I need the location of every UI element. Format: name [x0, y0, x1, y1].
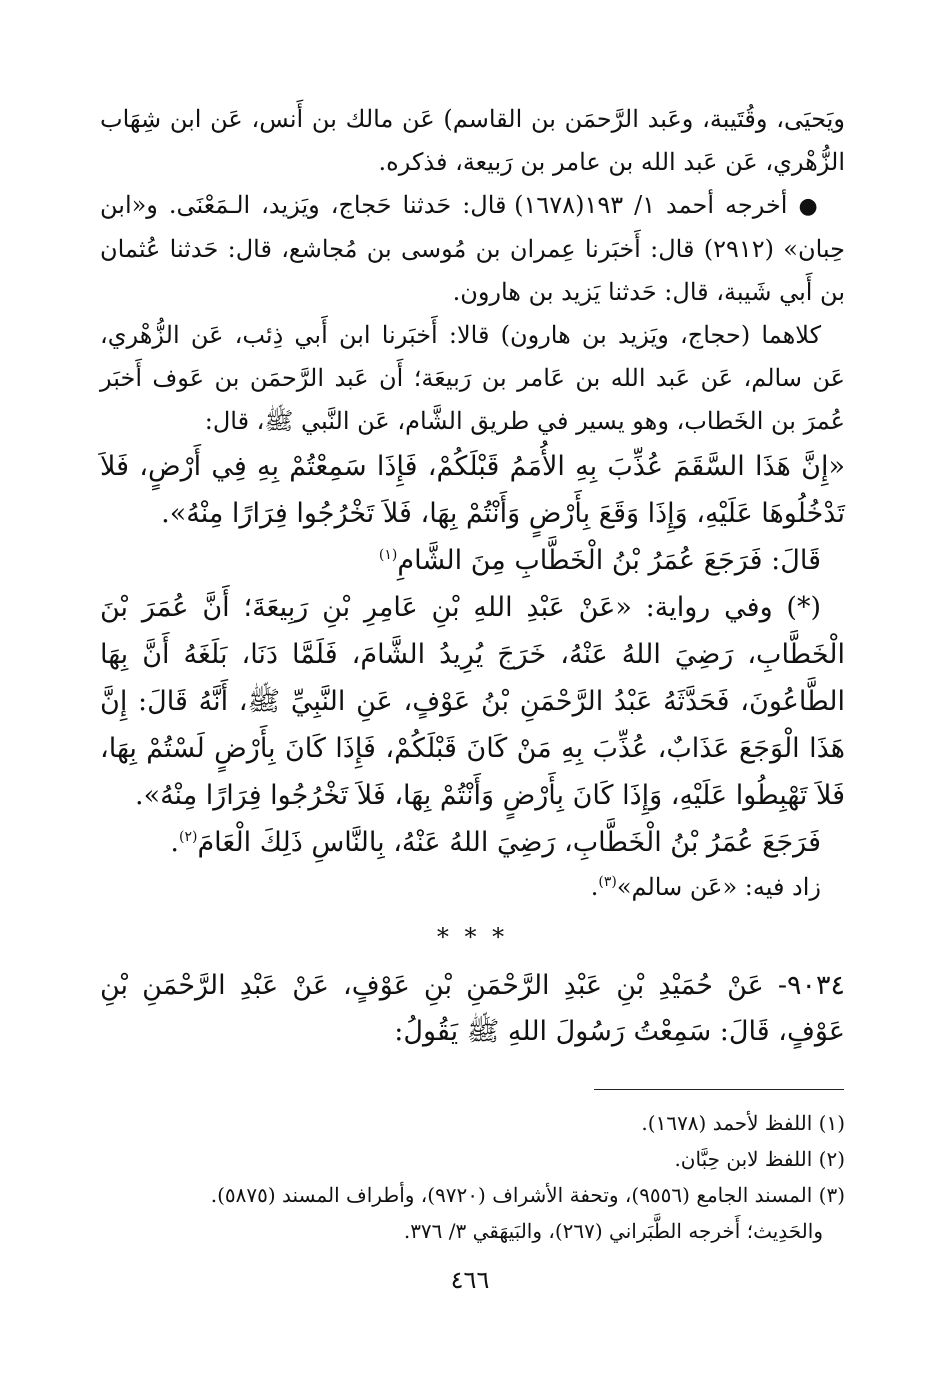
footnotes — [100, 1105, 845, 1249]
hadith-return-text: قَالَ: فَرَجَعَ عُمَرُ بْنُ الْخَطَّابِ مِنَ الشَّامِ — [397, 545, 821, 576]
paragraph-chain: كلاهما (حجاج، ويَزيد بن هارون) قالا: أَخبَرنا ابن أَبي ذِئب، عَن الزُّهْري، عَن سالم، عَن عَبد الله بن عَامر بن رَبيعَة؛ أَن عَبد الرَّحمَن بن عَوف أَخبَر عُمرَ بن الخَطاب، وهو يسير في طريق الشَّام، عَن النَّبي ﷺ، قال: — [100, 321, 846, 435]
bullet-icon: ● — [798, 194, 821, 219]
hadith-text: «إِنَّ هَذَا السَّقَمَ عُذِّبَ بِهِ الأُمَمُ قَبْلَكُمْ، فَإِذَا سَمِعْتُمْ بِهِ فِي أَرْضٍ، فَلاَ تَدْخُلُوهَا عَلَيْهِ، وَإِذَا وَقَعَ بِأَرْضٍ وَأَنْتُمْ بِهَا، فَلاَ تَخْرُجُوا فِرَارًا مِنْهُ». — [100, 451, 845, 529]
riwaya-return-end: . — [170, 827, 179, 858]
page-number: ٤٦٦ — [450, 1266, 490, 1294]
footnote-3: (٣) المسند الجامع (٩٥٥٦)، وتحفة الأشراف (٩٧٢٠)، وأطراف المسند (٥٨٧٥). — [210, 1183, 845, 1207]
footnote-1: (١) اللفظ لأحمد (١٦٧٨). — [641, 1111, 845, 1135]
section-divider-stars: * * * — [436, 923, 509, 951]
paragraph-isnad-continuation: ويَحيَى، وقُتَيبة، وعَبد الرَّحمَن بن القاسم) عَن مالك بن أَنس، عَن ابن شِهَاب الزُّهْري، عَن عَبد الله بن عامر بن رَبيعة، فذكره. — [100, 105, 845, 176]
footnote-ref-1: (١) — [378, 547, 398, 563]
addition-note-end: . — [590, 873, 599, 901]
footnote-separator — [594, 1089, 844, 1090]
riwaya-paragraph: (*) وفي رواية: «عَنْ عَبْدِ اللهِ بْنِ عَامِرِ بْنِ رَبِيعَةَ؛ أَنَّ عُمَرَ بْنَ الْخَطَّابِ، رَضِيَ اللهُ عَنْهُ، خَرَجَ يُرِيدُ الشَّامَ، فَلَمَّا دَنَا، بَلَغَهُ أَنَّ بِهَا الطَّاعُونَ، فَحَدَّثَهُ عَبْدُ الرَّحْمَنِ بْنُ عَوْفٍ، عَنِ النَّبِيِّ ﷺ، أَنَّهُ قَالَ: إِنَّ هَذَا الْوَجَعَ عَذَابٌ، عُذِّبَ بِهِ مَنْ كَانَ قَبْلَكُمْ، فَإِذَا كَانَ بِأَرْضٍ لَسْتُمْ بِهَا، فَلاَ تَهْبِطُوا عَلَيْهِ، وَإِذَا كَانَ بِأَرْضٍ وَأَنْتُمْ بِهَا، فَلاَ تَخْرُجُوا فِرَارًا مِنْهُ». — [100, 592, 845, 811]
hadith-entry-9034: ٩٠٣٤- عَنْ حُمَيْدِ بْنِ عَبْدِ الرَّحْمَنِ بْنِ عَوْفٍ، عَنْ عَبْدِ الرَّحْمَنِ بْنِ عَوْفٍ، قَالَ: سَمِعْتُ رَسُولَ اللهِ ﷺ يَقُولُ: — [100, 970, 845, 1047]
footnote-ref-3: (٣) — [598, 874, 617, 890]
footnote-3-continuation: والحَدِيث؛ أَخرجه الطَّبَراني (٢٦٧)، والبَيهَقي ٣/ ٣٧٦. — [403, 1219, 823, 1243]
hadith-return — [100, 537, 845, 584]
addition-note — [100, 866, 845, 909]
footnote-2: (٢) اللفظ لابن حِبَّان. — [674, 1147, 845, 1171]
paragraph-takhrij-text: أخرجه أحمد ١/ ١٩٣(١٦٧٨) قال: حَدثنا حَجاج، ويَزيد، الـمَعْنَى. و«ابن حِبان» (٢٩١٢) قال: أَخبَرنا عِمران بن مُوسى بن مُجاشع، قال: حَدثنا عُثمان بن أَبي شَيبة، قال: حَدثنا يَزيد بن هارون. — [100, 191, 845, 306]
footnote-ref-2: (٢) — [179, 829, 198, 845]
addition-note-text: زاد فيه: «عَن سالم» — [616, 873, 821, 901]
riwaya-return — [100, 819, 845, 866]
paragraph-takhrij — [100, 184, 845, 314]
main-text — [100, 98, 845, 1055]
riwaya-return-text: فَرَجَعَ عُمَرُ بْنُ الْخَطَّابِ، رَضِيَ اللهُ عَنْهُ، بِالنَّاسِ ذَلِكَ الْعَامَ — [197, 827, 821, 858]
